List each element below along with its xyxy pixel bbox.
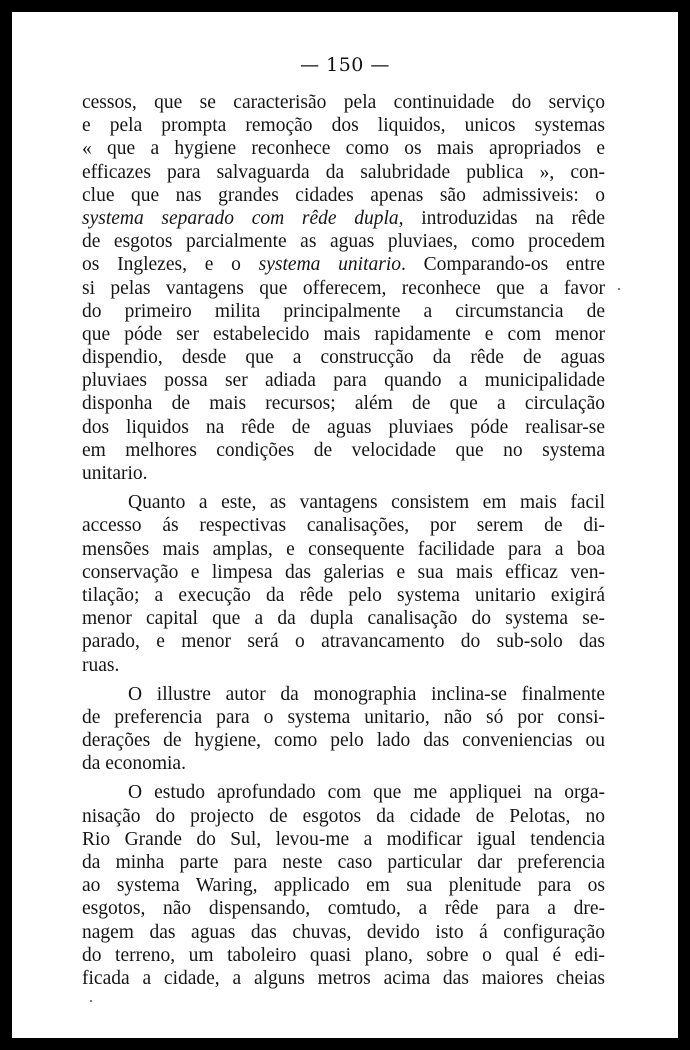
text-line: da minha parte para neste caso particular dar preferencia	[82, 852, 605, 873]
text-line: dos liquidos na rêde de aguas pluviaes póde realisar-se	[82, 416, 605, 438]
text-line: pluviaes possa ser adiada para quando a municipalidade	[82, 370, 605, 392]
italic-phrase: systema separado com rêde dupla	[82, 207, 399, 229]
text-line: ruas.	[82, 654, 120, 676]
text-line: nisação do projecto de esgotos da cidade de Pelotas, no	[82, 805, 605, 827]
paragraph	[82, 491, 605, 677]
text-line: conservação e limpesa das galerias e sua mais efficaz ven-	[82, 561, 605, 583]
text-line: cessos, que se caracterisão pela continuidade do serviço	[82, 92, 605, 113]
italic-phrase: systema unitario	[258, 254, 402, 276]
body-text	[82, 91, 605, 990]
text-line: O estudo aprofundado com que me appliquei na orga-	[128, 782, 605, 804]
text-line: menor capital que a da dupla canalisação do systema se-	[82, 608, 605, 630]
text-line-with-italic	[82, 253, 605, 276]
text-line: Quanto a este, as vantagens consistem em mais facil	[128, 492, 605, 514]
scan-speck	[618, 288, 620, 290]
text-line: mensões mais amplas, e consequente facilidade para a boa	[82, 538, 605, 560]
text-line: accesso ás respectivas canalisações, por serem de di-	[82, 515, 605, 537]
text-line: clue que nas grandes cidades apenas são admissiveis: o	[82, 184, 605, 206]
text-line: « que a hygiene reconhece como os mais apropriados e	[82, 138, 605, 160]
text-line: nagem das aguas das chuvas, devido isto á configuração	[82, 921, 605, 943]
text-line-with-italic	[82, 207, 605, 230]
book-page	[12, 12, 678, 1038]
text-line: si pelas vantagens que offerecem, reconhece que a favor	[82, 277, 605, 299]
paragraph	[82, 683, 605, 776]
text-line: do terreno, um taboleiro quasi plano, sobre o qual é edi-	[82, 944, 605, 966]
text-line: ao systema Waring, applicado em sua plenitude para os	[82, 875, 605, 897]
text-line: ficada a cidade, a alguns metros acima das maiores cheias	[82, 967, 605, 989]
text-line: e pela prompta remoção dos liquidos, unicos systemas	[82, 115, 605, 137]
text-run: . Comparando-os entre	[401, 254, 605, 276]
text-line: do primeiro milita principalmente a circumstancia de	[82, 300, 605, 322]
text-line: que póde ser estabelecido mais rapidamente e com menor	[82, 323, 605, 345]
text-line: tilação; a execução da rêde pelo systema unitario exigirá	[82, 584, 605, 606]
text-line: de esgotos parcialmente as aguas pluviaes, como procedem	[82, 231, 605, 253]
text-run: , introduzidas na rêde	[398, 207, 605, 229]
text-line: da economia.	[82, 753, 186, 775]
text-line: unitario.	[82, 463, 148, 484]
page-number: — 150 —	[300, 54, 390, 76]
text-line: O illustre autor da monographia inclina-se finalmente	[128, 683, 605, 705]
scan-speck	[90, 1000, 92, 1002]
text-line: esgotos, não dispensando, comtudo, a rêde para a dre-	[82, 898, 605, 920]
text-line: disponha de mais recursos; além de que a circulação	[82, 393, 605, 415]
text-line: Rio Grande do Sul, levou-me a modificar igual tendencia	[82, 828, 605, 850]
text-line: dispendio, desde que a construcção da rêde de aguas	[82, 347, 605, 369]
paragraph	[82, 781, 605, 990]
text-line: efficazes para salvaguarda da salubridade publica », con-	[82, 161, 605, 183]
text-line: derações de hygiene, como pelo lado das conveniencias ou	[82, 730, 605, 752]
text-line: parado, e menor será o atravancamento do sub-solo das	[82, 631, 605, 653]
text-run: os Inglezes, e o	[82, 254, 259, 276]
text-line: de preferencia para o systema unitario, não só por consi-	[82, 706, 605, 728]
text-line: em melhores condições de velocidade que no systema	[82, 439, 605, 461]
paragraph	[82, 91, 605, 485]
